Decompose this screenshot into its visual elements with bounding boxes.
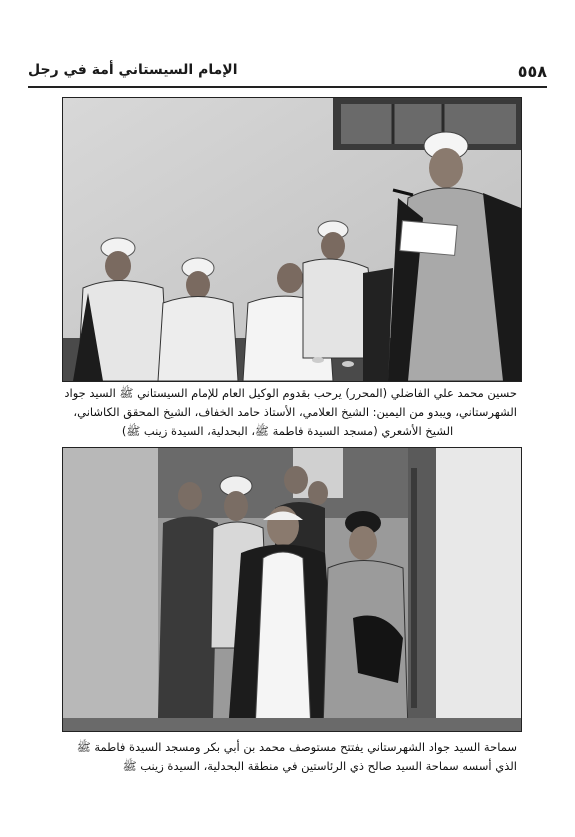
- caption-line: الشيخ الأشعري (مسجد السيدة فاطمة ﷺ، البحدلية، السيدة زينب ﷺ): [121, 424, 454, 438]
- caption-line: حسين محمد علي الفاضلي (المحرر) يرحب بقدوم الوكيل العام للإمام السيستاني ﷺ السيد جواد: [64, 386, 517, 400]
- caption-line: الذي أسسه سماحة السيد صالح ذي الرئاستين في منطقة البحدلية، السيدة زينب ﷺ: [122, 759, 517, 773]
- photo-caption-1: [58, 384, 517, 441]
- caption-line: الشهرستاني، ويبدو من اليمين: الشيخ العلامي، الأستاذ حامد الخفاف، الشيخ المحقق الكاشاني،: [73, 405, 517, 419]
- header-rule: [28, 86, 547, 88]
- page-header: [28, 58, 547, 86]
- photo-welcome-gathering: [62, 97, 522, 382]
- page-number: ٥٥٨: [517, 62, 547, 81]
- photo-caption-2: [58, 738, 517, 776]
- running-title: الإمام السيستاني أمة في رجل: [28, 62, 238, 78]
- photo-clinic-opening: [62, 447, 522, 732]
- caption-line: سماحة السيد جواد الشهرستاني يفتتح مستوصف محمد بن أبي بكر ومسجد السيدة فاطمة ﷺ: [76, 740, 517, 754]
